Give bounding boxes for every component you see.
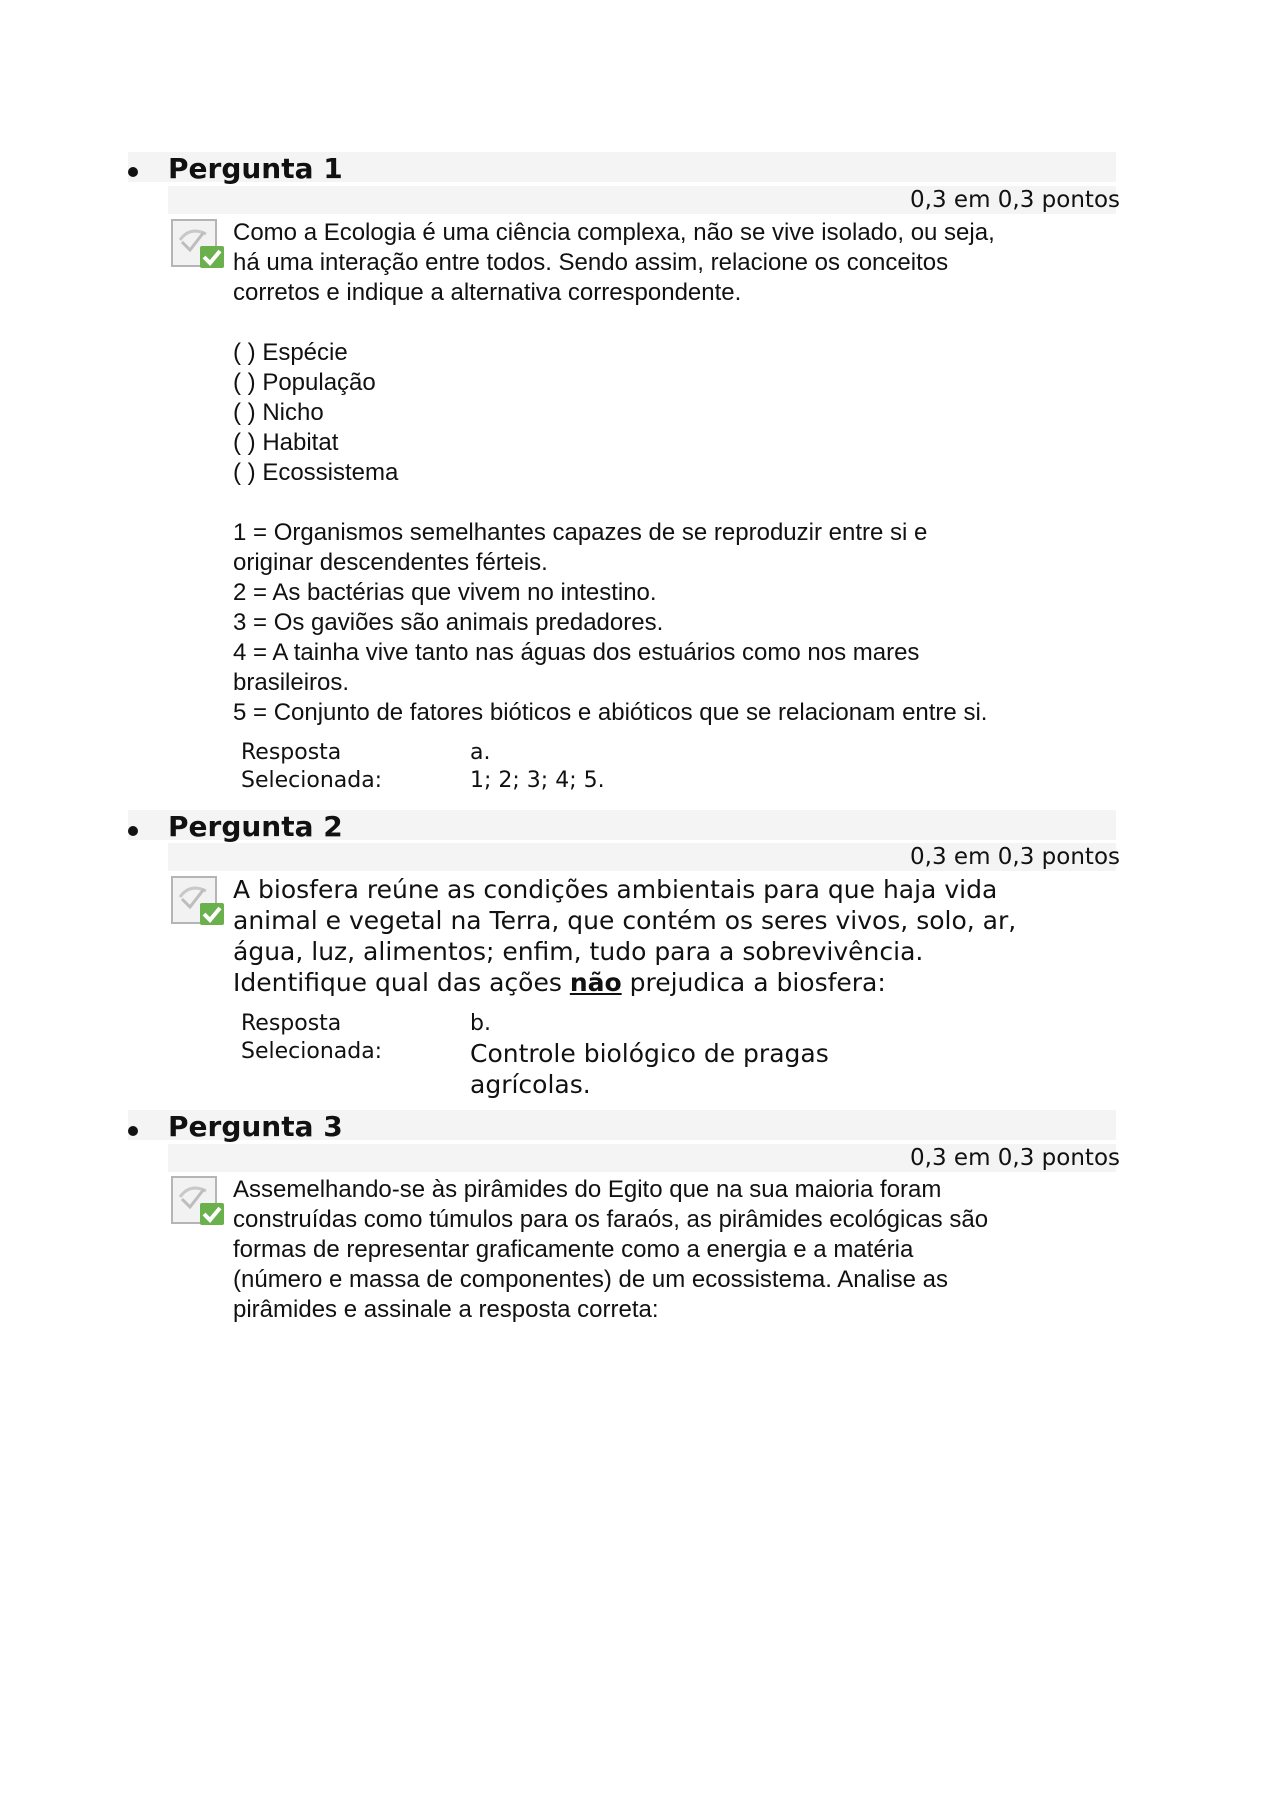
points-score: 0,3 em 0,3 pontos <box>910 844 1120 870</box>
bullet-icon <box>128 1126 138 1136</box>
text-line: corretos e indique a alternativa correspondente. <box>233 279 742 306</box>
question-title: Pergunta 1 <box>168 152 343 185</box>
answer-value <box>470 739 890 795</box>
text-line: animal e vegetal na Terra, que contém os seres vivos, solo, ar, <box>233 906 1017 935</box>
bullet-icon <box>128 826 138 836</box>
answer-text: Controle biológico de pragas <box>470 1039 829 1068</box>
text-line: formas de representar graficamente como a energia e a matéria <box>233 1236 914 1263</box>
answer-label-line: Resposta <box>241 1011 342 1036</box>
concept-item: ( ) Habitat <box>233 429 339 456</box>
question-title: Pergunta 3 <box>168 1110 343 1143</box>
points-score: 0,3 em 0,3 pontos <box>910 1145 1120 1171</box>
emphasis-not: não <box>569 968 622 997</box>
correct-check-icon <box>170 1173 226 1229</box>
answer-label-line: Resposta <box>241 740 342 765</box>
statement-line: 5 = Conjunto de fatores bióticos e abióticos que se relacionam entre si. <box>233 699 988 726</box>
text-line <box>233 967 1113 998</box>
text-line: construídas como túmulos para os faraós, as pirâmides ecológicas são <box>233 1206 989 1233</box>
statement-line: 4 = A tainha vive tanto nas águas dos estuários como nos mares <box>233 639 920 666</box>
text-line: há uma interação entre todos. Sendo assim, relacione os conceitos <box>233 249 949 276</box>
answer-letter: b. <box>470 1011 491 1036</box>
statement-line: 1 = Organismos semelhantes capazes de se reproduzir entre si e <box>233 519 928 546</box>
correct-check-icon <box>170 873 226 929</box>
text-line: Como a Ecologia é uma ciência complexa, não se vive isolado, ou seja, <box>233 219 995 246</box>
concept-item: ( ) Nicho <box>233 399 324 426</box>
answer-label-line: Selecionada: <box>241 768 383 793</box>
question-title: Pergunta 2 <box>168 810 343 843</box>
question-text <box>233 1175 1113 1325</box>
concept-item: ( ) Espécie <box>233 339 348 366</box>
answer-letter: a. <box>470 740 491 765</box>
text-line: pirâmides e assinale a resposta correta: <box>233 1296 659 1323</box>
answer-value <box>470 1010 890 1100</box>
text-line: (número e massa de componentes) de um ecossistema. Analise as <box>233 1266 949 1293</box>
bullet-icon <box>128 167 138 177</box>
concept-item: ( ) Ecossistema <box>233 459 399 486</box>
text-line: água, luz, alimentos; enfim, tudo para a sobrevivência. <box>233 937 924 966</box>
statement-line: 3 = Os gaviões são animais predadores. <box>233 609 664 636</box>
statement-line: brasileiros. <box>233 669 350 696</box>
statement-line: originar descendentes férteis. <box>233 549 548 576</box>
answer-label <box>241 739 461 795</box>
concept-item: ( ) População <box>233 369 376 396</box>
text-segment: prejudica a biosfera: <box>621 968 886 997</box>
statement-line: 2 = As bactérias que vivem no intestino. <box>233 579 657 606</box>
answer-text: agrícolas. <box>470 1070 591 1099</box>
answer-label-line: Selecionada: <box>241 1039 383 1064</box>
text-line: A biosfera reúne as condições ambientais para que haja vida <box>233 875 998 904</box>
question-text <box>233 218 1113 728</box>
text-segment: Identifique qual das ações <box>233 968 570 997</box>
question-text <box>233 874 1113 998</box>
correct-check-icon <box>170 216 226 272</box>
text-line: Assemelhando-se às pirâmides do Egito que na sua maioria foram <box>233 1176 942 1203</box>
answer-label <box>241 1010 461 1066</box>
points-score: 0,3 em 0,3 pontos <box>910 187 1120 213</box>
answer-text: 1; 2; 3; 4; 5. <box>470 768 605 793</box>
